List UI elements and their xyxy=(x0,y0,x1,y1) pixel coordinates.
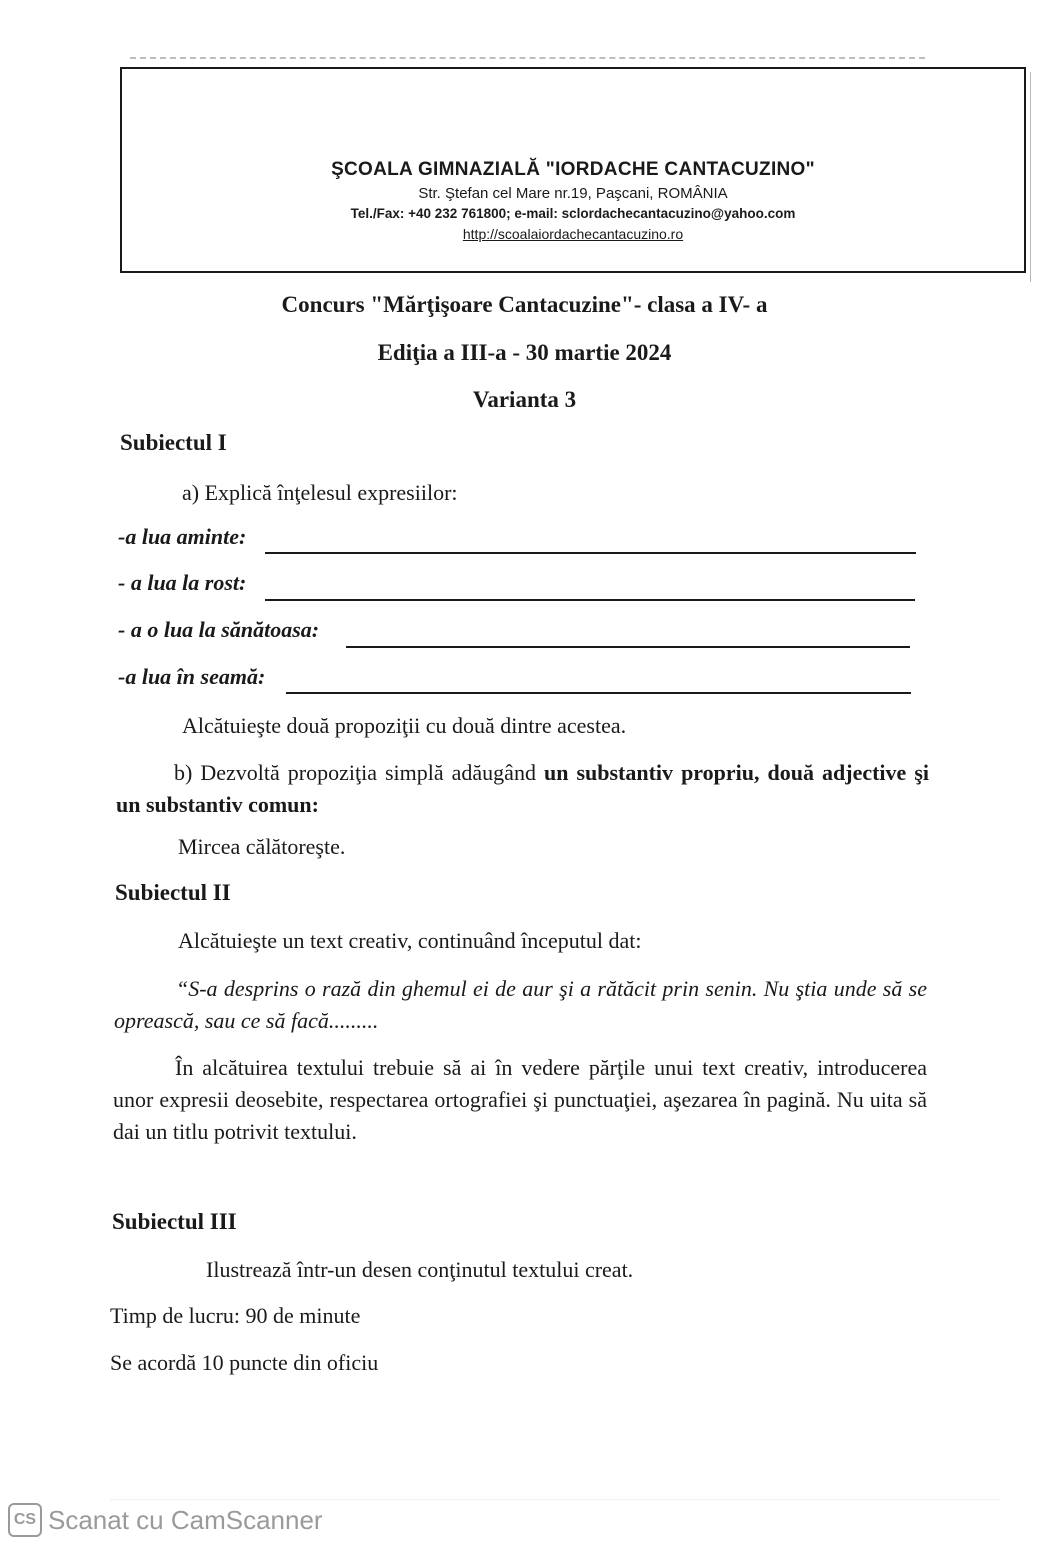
expression-4: -a lua în seamă: xyxy=(118,664,266,689)
subject-2-task: Alcătuieşte un text creativ, continuând începutul dat: xyxy=(178,928,642,953)
task-b-bold-text: un substantiv propriu, două adjective şi un substantiv comun: xyxy=(116,760,929,817)
subject-1-sentence: Mircea călătoreşte. xyxy=(178,834,346,859)
subject-1-heading: Subiectul I xyxy=(120,430,227,455)
answer-line-2 xyxy=(265,599,915,601)
expression-1: -a lua aminte: xyxy=(118,524,247,549)
contest-title: Concurs "Mărţişoare Cantacuzine"- clasa a IV- a xyxy=(281,292,768,317)
subject-1-task-b xyxy=(116,757,929,821)
scan-edge-line xyxy=(1030,72,1031,282)
subject-2-heading: Subiectul II xyxy=(115,880,231,905)
subject-3-heading: Subiectul III xyxy=(112,1209,237,1234)
expression-2: - a lua la rost: xyxy=(118,570,247,595)
subject-1-task-a2: Alcătuieşte două propoziţii cu două dintre acestea. xyxy=(182,713,627,738)
scan-bottom-line xyxy=(110,1499,1000,1500)
school-address: Str. Ştefan cel Mare nr.19, Paşcani, ROMÂNIA xyxy=(418,185,728,202)
school-contact: Tel./Fax: +40 232 761800; e-mail: sclordachecantacuzino@yahoo.com xyxy=(350,206,796,221)
variant-title: Varianta 3 xyxy=(472,387,577,412)
answer-line-3 xyxy=(346,646,910,648)
bonus-points: Se acordă 10 puncte din oficiu xyxy=(110,1350,379,1375)
task-b-text: b) Dezvoltă propoziţia simplă adăugând xyxy=(174,760,544,785)
scan-artifact-line xyxy=(130,57,925,59)
watermark-text: Scanat cu CamScanner xyxy=(48,1504,323,1535)
working-time: Timp de lucru: 90 de minute xyxy=(110,1303,361,1328)
answer-line-4 xyxy=(286,692,911,694)
camscanner-watermark xyxy=(8,1503,323,1537)
camscanner-logo-icon: CS xyxy=(8,1503,42,1537)
school-header-box xyxy=(120,67,1026,273)
subject-1-task-a: a) Explică înţelesul expresiilor: xyxy=(182,480,458,505)
school-website-link[interactable]: http://scoalaiordachecantacuzino.ro xyxy=(462,226,684,242)
edition-title: Ediţia a III-a - 30 martie 2024 xyxy=(377,340,672,365)
subject-2-instructions: În alcătuirea textului trebuie să ai în vedere părţile unui text creativ, introducerea unor expresii deosebite, respectarea ortografiei şi punctuaţiei, aşezarea în pagină. Nu uita să dai un titlu potrivit textului. xyxy=(113,1055,927,1144)
answer-line-1 xyxy=(265,552,916,554)
subject-3-task: Ilustrează într-un desen conţinutul textului creat. xyxy=(206,1257,634,1282)
subject-2-quote: “S-a desprins o rază din ghemul ei de aur şi a rătăcit prin senin. Nu ştia unde să se oprească, sau ce să facă......... xyxy=(114,976,927,1033)
expression-3: - a o lua la sănătoasa: xyxy=(118,617,320,642)
school-name: ŞCOALA GIMNAZIALĂ "IORDACHE CANTACUZINO" xyxy=(331,159,815,180)
